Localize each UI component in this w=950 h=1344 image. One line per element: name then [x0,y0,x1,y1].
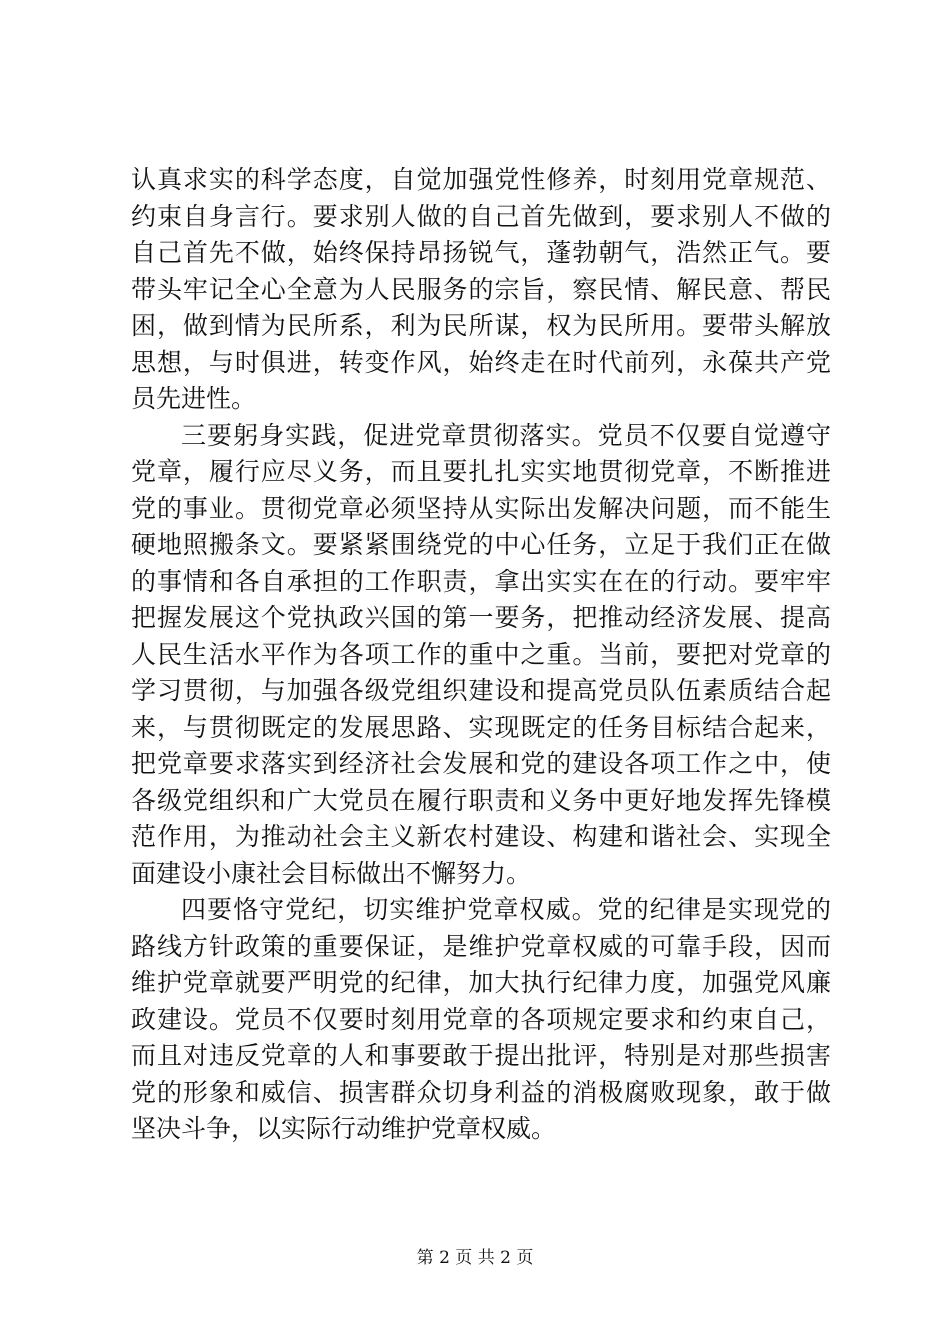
text-line: 政建设。党员不仅要时刻用党章的各项规定要求和约束自己， [131,1004,831,1034]
text-line: 党章，履行应尽义务，而且要扎扎实实地贯彻党章，不断推进 [131,457,831,486]
text-line: 维护党章就要严明党的纪律，加大执行纪律力度，加强党风廉 [131,968,831,997]
text-line: 各级党组织和广大党员在履行职责和义务中更好地发挥先锋模 [131,785,831,815]
text-line: 的事情和各自承担的工作职责，拿出实实在在的行动。要牢牢 [131,566,831,596]
text-line: 约束自身言行。要求别人做的自己首先做到，要求别人不做的 [131,201,831,231]
page-number-footer: 第 2 页 共 2 页 [416,1248,534,1268]
text-line: 认真求实的科学态度，自觉加强党性修养，时刻用党章规范、 [131,165,831,194]
text-line: 路线方针政策的重要保证，是维护党章权威的可靠手段，因而 [131,931,831,961]
text-line: 人民生活水平作为各项工作的重中之重。当前，要把对党章的 [131,639,831,669]
text-line: 学习贯彻，与加强各级党组织建设和提高党员队伍素质结合起 [131,676,831,705]
text-line: 党的事业。贯彻党章必须坚持从实际出发解决问题，而不能生 [131,493,831,523]
text-line: 自己首先不做，始终保持昂扬锐气，蓬勃朝气，浩然正气。要 [131,238,831,267]
text-line: 把握发展这个党执政兴国的第一要务，把推动经济发展、提高 [131,603,831,632]
text-line: 面建设小康社会目标做出不懈努力。 [131,858,532,888]
text-line: 思想，与时俱进，转变作风，始终走在时代前列，永葆共产党 [131,347,831,377]
text-line: 党的形象和威信、损害群众切身利益的消极腐败现象，敢于做 [131,1077,831,1107]
body-text [131,162,831,1148]
text-line: 员先进性。 [131,384,257,413]
text-line: 把党章要求落实到经济社会发展和党的建设各项工作之中，使 [131,749,831,778]
text-line: 来，与贯彻既定的发展思路、实现既定的任务目标结合起来， [131,712,831,742]
text-line: 带头牢记全心全意为人民服务的宗旨，察民情、解民意、帮民 [131,274,831,304]
text-line: 坚决斗争，以实际行动维护党章权威。 [131,1114,557,1143]
paragraph-first-line: 三要躬身实践，促进党章贯彻落实。党员不仅要自觉遵守 [181,420,831,450]
text-line: 范作用，为推动社会主义新农村建设、构建和谐社会、实现全 [131,822,831,851]
paragraph-first-line: 四要恪守党纪，切实维护党章权威。党的纪律是实现党的 [181,895,831,924]
text-line: 困，做到情为民所系，利为民所谋，权为民所用。要带头解放 [131,311,831,340]
text-line: 硬地照搬条文。要紧紧围绕党的中心任务，立足于我们正在做 [131,530,831,559]
text-line: 而且对违反党章的人和事要敢于提出批评，特别是对那些损害 [131,1041,831,1070]
